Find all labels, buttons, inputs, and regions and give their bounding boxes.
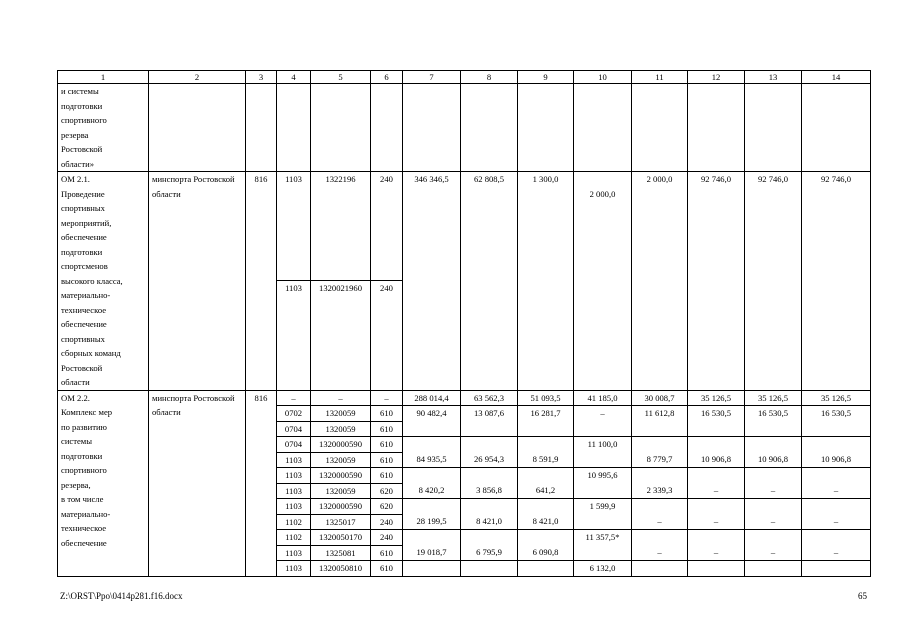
year-2018-cell — [688, 530, 745, 561]
total-cell — [403, 530, 461, 561]
cell-value: – — [713, 515, 719, 526]
year-2015-cell — [518, 468, 574, 499]
year-2020-cell — [802, 437, 871, 468]
text-line: техническое — [61, 304, 107, 315]
year-2018-cell: 92 746,0 — [688, 172, 745, 391]
header-cell: 14 — [802, 71, 871, 84]
cell-value: 8 421,0 — [476, 515, 502, 526]
text-line: обеспечение — [61, 319, 107, 329]
cell-value: – — [833, 484, 839, 495]
rzpr-cell: 1102 — [277, 514, 311, 530]
year-2016-cell: 41 185,0 — [574, 390, 632, 406]
text-line: техническое — [61, 523, 107, 533]
vr-cell: 240 — [371, 530, 403, 546]
vr-cell: 610 — [371, 437, 403, 453]
empty-cell — [802, 84, 871, 172]
year-2017-cell — [632, 561, 688, 577]
om22-total-row — [58, 390, 871, 406]
vr-cell: 610 — [371, 406, 403, 422]
header-cell: 7 — [403, 71, 461, 84]
cell-value: 8 779,7 — [646, 453, 673, 464]
empty-cell — [149, 84, 246, 172]
year-2019-cell: 16 530,5 — [745, 406, 802, 437]
year-2017-cell — [632, 468, 688, 499]
grbs-cell: 816 — [246, 172, 277, 391]
text-line: спортсменов — [61, 261, 108, 271]
cell-value: 10 906,8 — [700, 453, 732, 464]
rzpr-cell: 0704 — [277, 437, 311, 453]
empty-cell — [574, 84, 632, 172]
header-cell: 11 — [632, 71, 688, 84]
year-2019-cell — [745, 561, 802, 577]
total-cell: 90 482,4 — [403, 406, 461, 437]
year-2018-cell — [688, 499, 745, 530]
vr-cell: – — [371, 390, 403, 406]
file-path: Z:\ORST\Ppo\0414p281.f16.docx — [60, 591, 183, 601]
year-2017-cell: 30 008,7 — [632, 390, 688, 406]
year-2016-cell: 11 357,5* — [574, 530, 632, 561]
year-2020-cell: 16 530,5 — [802, 406, 871, 437]
vr-cell: 240 — [371, 514, 403, 530]
year-2016-cell — [574, 172, 632, 391]
text-line: подготовки — [61, 246, 103, 257]
csr-cell: 1320059 — [311, 421, 371, 437]
year-2016-cell: 1 599,9 — [574, 499, 632, 530]
rzpr-cell: 1103 — [277, 545, 311, 561]
rzpr-cell: 1103 — [277, 483, 311, 499]
cell-value: 10 906,8 — [757, 453, 789, 464]
csr-cell: 1320059 — [311, 406, 371, 422]
vr-cell: 610 — [371, 545, 403, 561]
empty-cell — [246, 84, 277, 172]
year-2017-cell: 11 612,8 — [632, 406, 688, 437]
empty-cell — [277, 84, 311, 172]
text-line: резерва, — [61, 479, 91, 490]
empty-cell — [403, 84, 461, 172]
header-cell: 2 — [149, 71, 246, 84]
cell-value: – — [713, 484, 719, 495]
cell-value: – — [657, 546, 662, 557]
executor-cell: минспорта Ростовской области — [149, 172, 246, 391]
year-2020-cell — [802, 561, 871, 577]
year-2020-cell — [802, 499, 871, 530]
csr-cell: 1325017 — [311, 514, 371, 530]
header-row — [58, 71, 871, 84]
rzpr-cell: 1103 — [277, 468, 311, 484]
cell-value: 6 090,8 — [532, 546, 559, 557]
cell-value: 26 954,3 — [473, 453, 505, 464]
total-cell: 288 014,4 — [403, 390, 461, 406]
cell-value: 19 018,7 — [416, 546, 447, 557]
cell-value: – — [657, 515, 662, 526]
csr-cell: 1320021960 — [311, 281, 371, 390]
text-line: спортивных — [61, 203, 105, 213]
year-2015-cell — [518, 499, 574, 530]
year-2014-cell — [461, 530, 518, 561]
text-line: обеспечение — [61, 537, 107, 548]
text-line: спортивного — [61, 465, 107, 475]
text-line: материально- — [61, 290, 111, 300]
year-2019-cell: 92 746,0 — [745, 172, 802, 391]
om21-row-1 — [58, 172, 871, 281]
year-2016-cell: 10 995,6 — [574, 468, 632, 499]
rzpr-cell: 1103 — [277, 561, 311, 577]
empty-cell — [371, 84, 403, 172]
year-2018-cell — [688, 468, 745, 499]
text-line: мероприятий, — [61, 217, 112, 228]
rzpr-cell: 1103 — [277, 281, 311, 390]
csr-cell: – — [311, 390, 371, 406]
text-line: Ростовской — [61, 362, 103, 373]
year-2017-cell — [632, 437, 688, 468]
text-line: ОМ 2.1. — [61, 174, 90, 184]
vr-cell: 240 — [371, 281, 403, 390]
cell-value: – — [833, 515, 839, 526]
cell-value: 84 935,5 — [416, 453, 447, 464]
year-2019-cell — [745, 468, 802, 499]
year-2020-cell — [802, 530, 871, 561]
vr-cell: 620 — [371, 483, 403, 499]
header-cell: 1 — [58, 71, 149, 84]
csr-cell: 1320000590 — [311, 437, 371, 453]
year-2018-cell — [688, 437, 745, 468]
empty-cell — [461, 84, 518, 172]
csr-cell: 1320059 — [311, 452, 371, 468]
year-2019-cell — [745, 437, 802, 468]
year-2016-cell: 6 132,0 — [574, 561, 632, 577]
total-cell — [403, 468, 461, 499]
page-number: 65 — [858, 591, 867, 601]
year-2015-cell: 16 281,7 — [518, 406, 574, 437]
header-cell: 13 — [745, 71, 802, 84]
grbs-cell: 816 — [246, 390, 277, 576]
cell-value: 8 420,2 — [418, 484, 445, 495]
year-2014-cell: 13 087,6 — [461, 406, 518, 437]
text-line: Комплекс мер — [61, 407, 113, 417]
rzpr-cell: 1103 — [277, 499, 311, 515]
continuation-row — [58, 84, 871, 172]
text-line: обеспечение — [61, 232, 107, 242]
header-cell: 3 — [246, 71, 277, 84]
year-2020-cell — [802, 468, 871, 499]
total-cell — [403, 561, 461, 577]
text-line: спортивных — [61, 333, 105, 344]
year-2017-cell — [632, 499, 688, 530]
text-line: Ростовской — [61, 144, 103, 154]
vr-cell: 610 — [371, 452, 403, 468]
year-2018-cell — [688, 561, 745, 577]
rzpr-cell: 0704 — [277, 421, 311, 437]
csr-cell: 1320000590 — [311, 468, 371, 484]
text-line: подготовки — [61, 450, 103, 461]
year-2014-cell — [461, 499, 518, 530]
year-2015-cell — [518, 530, 574, 561]
cell-value: – — [770, 515, 776, 526]
cell-value: – — [770, 546, 776, 557]
executor-cell: минспорта Ростовской области — [149, 390, 246, 576]
total-cell — [403, 437, 461, 468]
measure-name-cell — [58, 390, 149, 576]
text-line: системы — [61, 436, 93, 446]
measure-name-cell — [58, 172, 149, 391]
vr-cell: 240 — [371, 172, 403, 281]
empty-cell — [632, 84, 688, 172]
empty-cell — [688, 84, 745, 172]
cell-value: 2 000,0 — [589, 188, 616, 199]
text-line: высокого класса, — [61, 275, 123, 286]
text-line: спортивного — [61, 115, 107, 125]
text-line: сборных команд — [61, 348, 121, 358]
year-2016-cell: – — [574, 406, 632, 437]
budget-table — [57, 70, 871, 577]
year-2015-cell: 51 093,5 — [518, 390, 574, 406]
cell-value: 10 906,8 — [820, 453, 852, 464]
rzpr-cell: – — [277, 390, 311, 406]
year-2015-cell: 1 300,0 — [518, 172, 574, 391]
vr-cell: 610 — [371, 468, 403, 484]
year-2018-cell: 35 126,5 — [688, 390, 745, 406]
text-line: резерва — [61, 129, 89, 140]
year-2015-cell — [518, 561, 574, 577]
year-2018-cell: 16 530,5 — [688, 406, 745, 437]
year-2014-cell: 63 562,3 — [461, 390, 518, 406]
vr-cell: 610 — [371, 561, 403, 577]
cell-value: 28 199,5 — [416, 515, 447, 526]
rzpr-cell: 1103 — [277, 172, 311, 281]
text-line: ОМ 2.2. — [61, 392, 90, 403]
year-2015-cell — [518, 437, 574, 468]
rzpr-cell: 1103 — [277, 452, 311, 468]
text-line: области — [61, 377, 90, 387]
csr-cell: 1320059 — [311, 483, 371, 499]
header-cell: 6 — [371, 71, 403, 84]
year-2020-cell: 35 126,5 — [802, 390, 871, 406]
cell-value: 8 421,0 — [532, 515, 559, 526]
header-cell: 5 — [311, 71, 371, 84]
header-cell: 12 — [688, 71, 745, 84]
csr-cell: 1320000590 — [311, 499, 371, 515]
cell-value: – — [770, 484, 776, 495]
cell-value: 2 339,3 — [646, 484, 673, 495]
text-line: подготовки — [61, 100, 103, 111]
csr-cell: 1320050810 — [311, 561, 371, 577]
csr-cell: 1320050170 — [311, 530, 371, 546]
total-cell — [403, 499, 461, 530]
text-line: материально- — [61, 508, 111, 519]
cell-value: – — [833, 546, 839, 557]
empty-cell — [745, 84, 802, 172]
vr-cell: 620 — [371, 499, 403, 515]
year-2019-cell: 35 126,5 — [745, 390, 802, 406]
total-cell: 346 346,5 — [403, 172, 461, 391]
rzpr-cell: 1102 — [277, 530, 311, 546]
cell-value: – — [713, 546, 719, 557]
year-2014-cell — [461, 437, 518, 468]
year-2020-cell: 92 746,0 — [802, 172, 871, 391]
cell-value: 6 795,9 — [476, 546, 502, 557]
year-2014-cell — [461, 468, 518, 499]
rzpr-cell: 0702 — [277, 406, 311, 422]
cell-value: 8 591,9 — [532, 453, 559, 464]
csr-cell: 1322196 — [311, 172, 371, 281]
empty-cell — [518, 84, 574, 172]
year-2014-cell — [461, 561, 518, 577]
year-2017-cell — [632, 530, 688, 561]
year-2014-cell: 62 808,5 — [461, 172, 518, 391]
year-2019-cell — [745, 530, 802, 561]
text-line: по развитию — [61, 421, 107, 432]
cell-value: 641,2 — [535, 484, 556, 495]
header-cell: 10 — [574, 71, 632, 84]
year-2017-cell: 2 000,0 — [632, 172, 688, 391]
measure-name-cell — [58, 84, 149, 172]
year-2019-cell — [745, 499, 802, 530]
header-cell: 4 — [277, 71, 311, 84]
text-line: и системы — [61, 86, 99, 96]
header-cell: 9 — [518, 71, 574, 84]
text-line: в том числе — [61, 494, 104, 504]
text-line: Проведение — [61, 188, 105, 199]
text-line: области» — [61, 158, 95, 169]
header-cell: 8 — [461, 71, 518, 84]
cell-value: 3 856,8 — [476, 484, 502, 495]
year-2016-cell: 11 100,0 — [574, 437, 632, 468]
csr-cell: 1325081 — [311, 545, 371, 561]
empty-cell — [311, 84, 371, 172]
vr-cell: 610 — [371, 421, 403, 437]
